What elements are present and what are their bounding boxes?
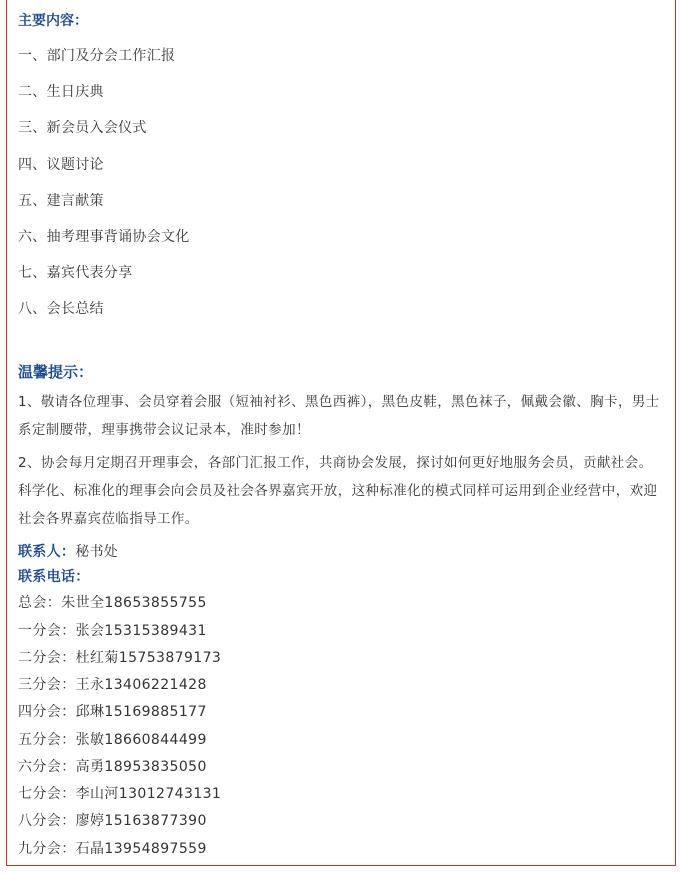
phone-entry: 九分会：石晶13954897559 [18, 841, 207, 857]
agenda-item: 五、建言献策 [18, 193, 104, 209]
main-content-heading: 主要内容： [18, 13, 88, 29]
tips-heading: 温馨提示： [18, 363, 94, 381]
phone-entry: 七分会：李山河13012743131 [18, 786, 222, 802]
phone-entry: 五分会：张敏18660844499 [18, 732, 207, 748]
contact-phone [18, 566, 90, 586]
agenda-item: 七、嘉宾代表分享 [18, 265, 133, 281]
phone-entry: 八分会：廖婷15163877390 [18, 813, 207, 829]
tips-paragraph-2: 2、协会每月定期召开理事会，各部门汇报工作，共商协会发展，探讨如何更好地服务会员，贡献社会。科学化、标准化的理事会向会员及社会各界嘉宾开放，这种标准化的模式同样可运用到企业经营中，欢迎社会各界嘉宾莅临指导工作。 [18, 455, 658, 527]
agenda-item: 二、生日庆典 [18, 84, 104, 100]
phone-entry: 总会：朱世全18653855755 [18, 595, 207, 611]
agenda-item: 四、议题讨论 [18, 157, 104, 173]
phone-entry: 六分会：高勇18953835050 [18, 759, 207, 775]
phone-entry: 三分会：王永13406221428 [18, 677, 207, 693]
contact-person [18, 541, 118, 561]
agenda-item: 六、抽考理事背诵协会文化 [18, 229, 190, 245]
contact-person-value: 秘书处 [75, 544, 119, 560]
agenda-item: 八、会长总结 [18, 301, 104, 317]
phone-entry: 四分会：邱琳15169885177 [18, 704, 207, 720]
tips-paragraph-1: 1、敬请各位理事、会员穿着会服（短袖衬衫、黑色西裤），黑色皮鞋，黑色袜子，佩戴会徽、胸卡，男士系定制腰带，理事携带会议记录本，准时参加！ [18, 394, 660, 438]
contact-person-label: 联系人： [18, 544, 76, 560]
phone-entry: 一分会：张会15315389431 [18, 623, 207, 639]
agenda-item: 三、新会员入会仪式 [18, 120, 147, 136]
agenda-item: 一、部门及分会工作汇报 [18, 48, 176, 64]
phone-entry: 二分会：杜红菊15753879173 [18, 650, 222, 666]
contact-phone-label: 联系电话： [18, 569, 90, 585]
